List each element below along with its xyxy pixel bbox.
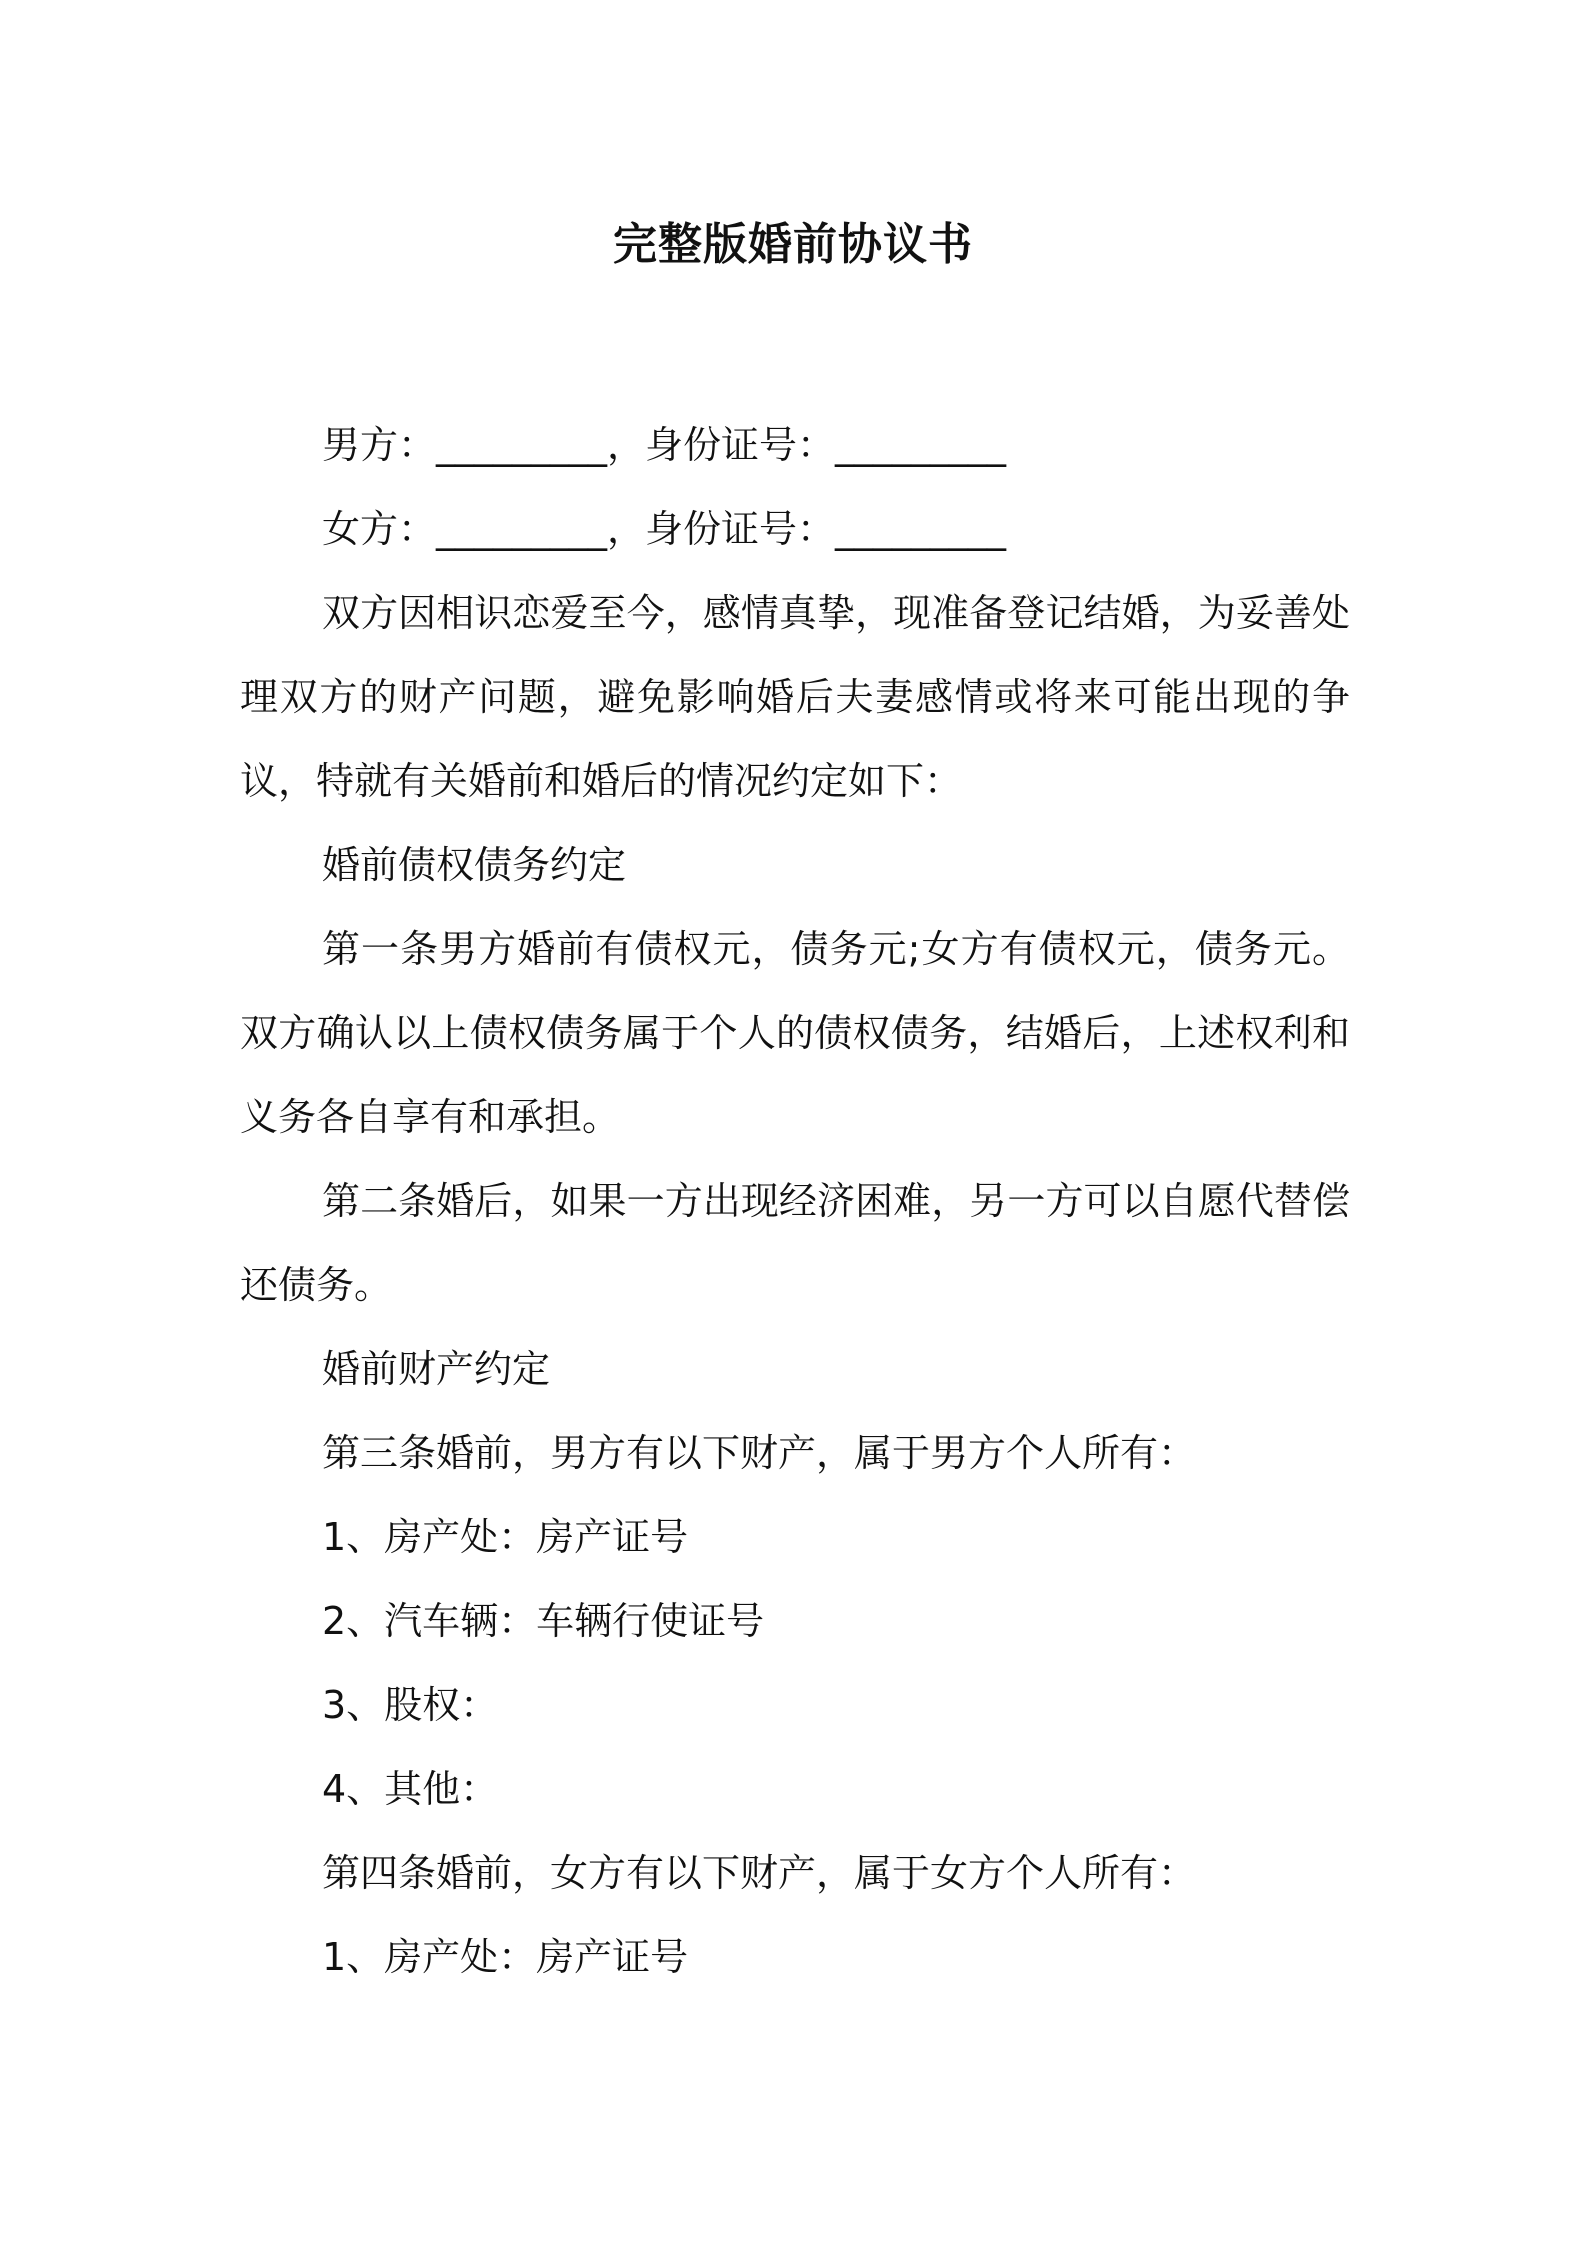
list-item: 3、股权： — [322, 1683, 499, 1727]
document-body — [240, 403, 1350, 1999]
article-2: 第二条婚后，如果一方出现经济困难，另一方可以自愿代替偿还债务。 — [240, 1179, 1350, 1307]
list-item: 1、房产处：房产证号 — [322, 1515, 689, 1559]
list-item: 1、房产处：房产证号 — [322, 1935, 689, 1979]
document-title: 完整版婚前协议书 — [613, 219, 973, 270]
list-item: 2、汽车辆：车辆行使证号 — [322, 1599, 765, 1643]
preamble-paragraph: 双方因相识恋爱至今，感情真挚，现准备登记结婚，为妥善处理双方的财产问题，避免影响婚后夫妻感情或将来可能出现的争议，特就有关婚前和婚后的情况约定如下： — [240, 591, 1350, 803]
article-3: 第三条婚前，男方有以下财产，属于男方个人所有： — [322, 1431, 1197, 1475]
party-male-line: 男方：_________，身份证号：_________ — [322, 423, 1007, 467]
party-female-line: 女方：_________，身份证号：_________ — [322, 507, 1007, 551]
article-1: 第一条男方婚前有债权元，债务元;女方有债权元，债务元。双方确认以上债权债务属于个人的债权债务，结婚后，上述权利和义务各自享有和承担。 — [240, 927, 1350, 1139]
section-heading-property: 婚前财产约定 — [322, 1347, 551, 1391]
article-4: 第四条婚前，女方有以下财产，属于女方个人所有： — [322, 1851, 1197, 1895]
section-heading-debts: 婚前债权债务约定 — [322, 843, 627, 887]
list-item: 4、其他： — [322, 1767, 499, 1811]
